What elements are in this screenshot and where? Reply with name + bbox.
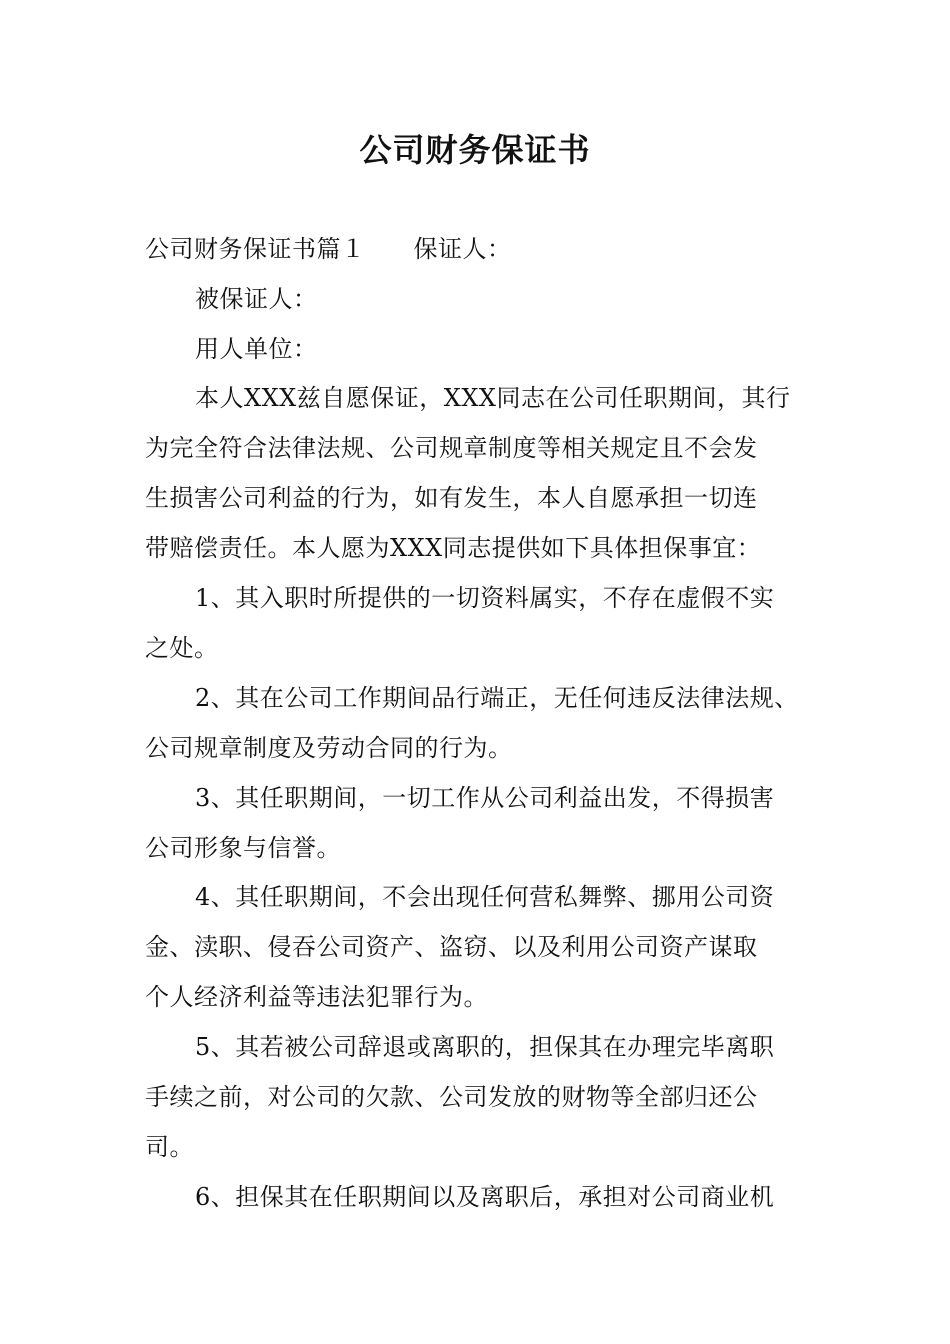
paragraph-line: 本人XXX兹自愿保证，XXX同志在公司任职期间，其行 bbox=[195, 384, 791, 412]
clause-1-line: 1、其入职时所提供的一切资料属实，不存在虚假不实 bbox=[195, 584, 775, 612]
employer-label: 用人单位： bbox=[195, 335, 318, 363]
clause-2-line: 公司规章制度及劳动合同的行为。 bbox=[145, 734, 513, 762]
clause-6-line: 6、担保其在任职期间以及离职后，承担对公司商业机 bbox=[195, 1183, 775, 1211]
clause-4-line: 个人经济利益等违法犯罪行为。 bbox=[145, 983, 488, 1011]
paragraph-line: 带赔偿责任。本人愿为XXX同志提供如下具体担保事宜： bbox=[145, 534, 762, 562]
clause-3-line: 公司形象与信誉。 bbox=[145, 834, 341, 862]
header-left: 公司财务保证书篇１ bbox=[145, 235, 366, 263]
paragraph-line: 为完全符合法律法规、公司规章制度等相关规定且不会发 bbox=[145, 434, 758, 462]
clause-4-line: 4、其任职期间，不会出现任何营私舞弊、挪用公司资 bbox=[195, 883, 775, 911]
guarantor-label: 保证人： bbox=[413, 235, 512, 263]
clause-1-line: 之处。 bbox=[145, 634, 219, 662]
clause-2-line: 2、其在公司工作期间品行端正，无任何违反法律法规、 bbox=[195, 684, 799, 712]
clause-5-line: 手续之前，对公司的欠款、公司发放的财物等全部归还公 bbox=[145, 1083, 758, 1111]
document-title: 公司财务保证书 bbox=[359, 131, 591, 169]
header-line bbox=[145, 232, 512, 266]
paragraph-line: 生损害公司利益的行为，如有发生，本人自愿承担一切连 bbox=[145, 484, 758, 512]
clause-3-line: 3、其任职期间，一切工作从公司利益出发，不得损害 bbox=[195, 784, 775, 812]
guaranteed-person-label: 被保证人： bbox=[195, 285, 318, 313]
clause-4-line: 金、渎职、侵吞公司资产、盗窃、以及利用公司资产谋取 bbox=[145, 933, 758, 961]
clause-5-line: 司。 bbox=[145, 1133, 194, 1161]
clause-5-line: 5、其若被公司辞退或离职的，担保其在办理完毕离职 bbox=[195, 1033, 775, 1061]
